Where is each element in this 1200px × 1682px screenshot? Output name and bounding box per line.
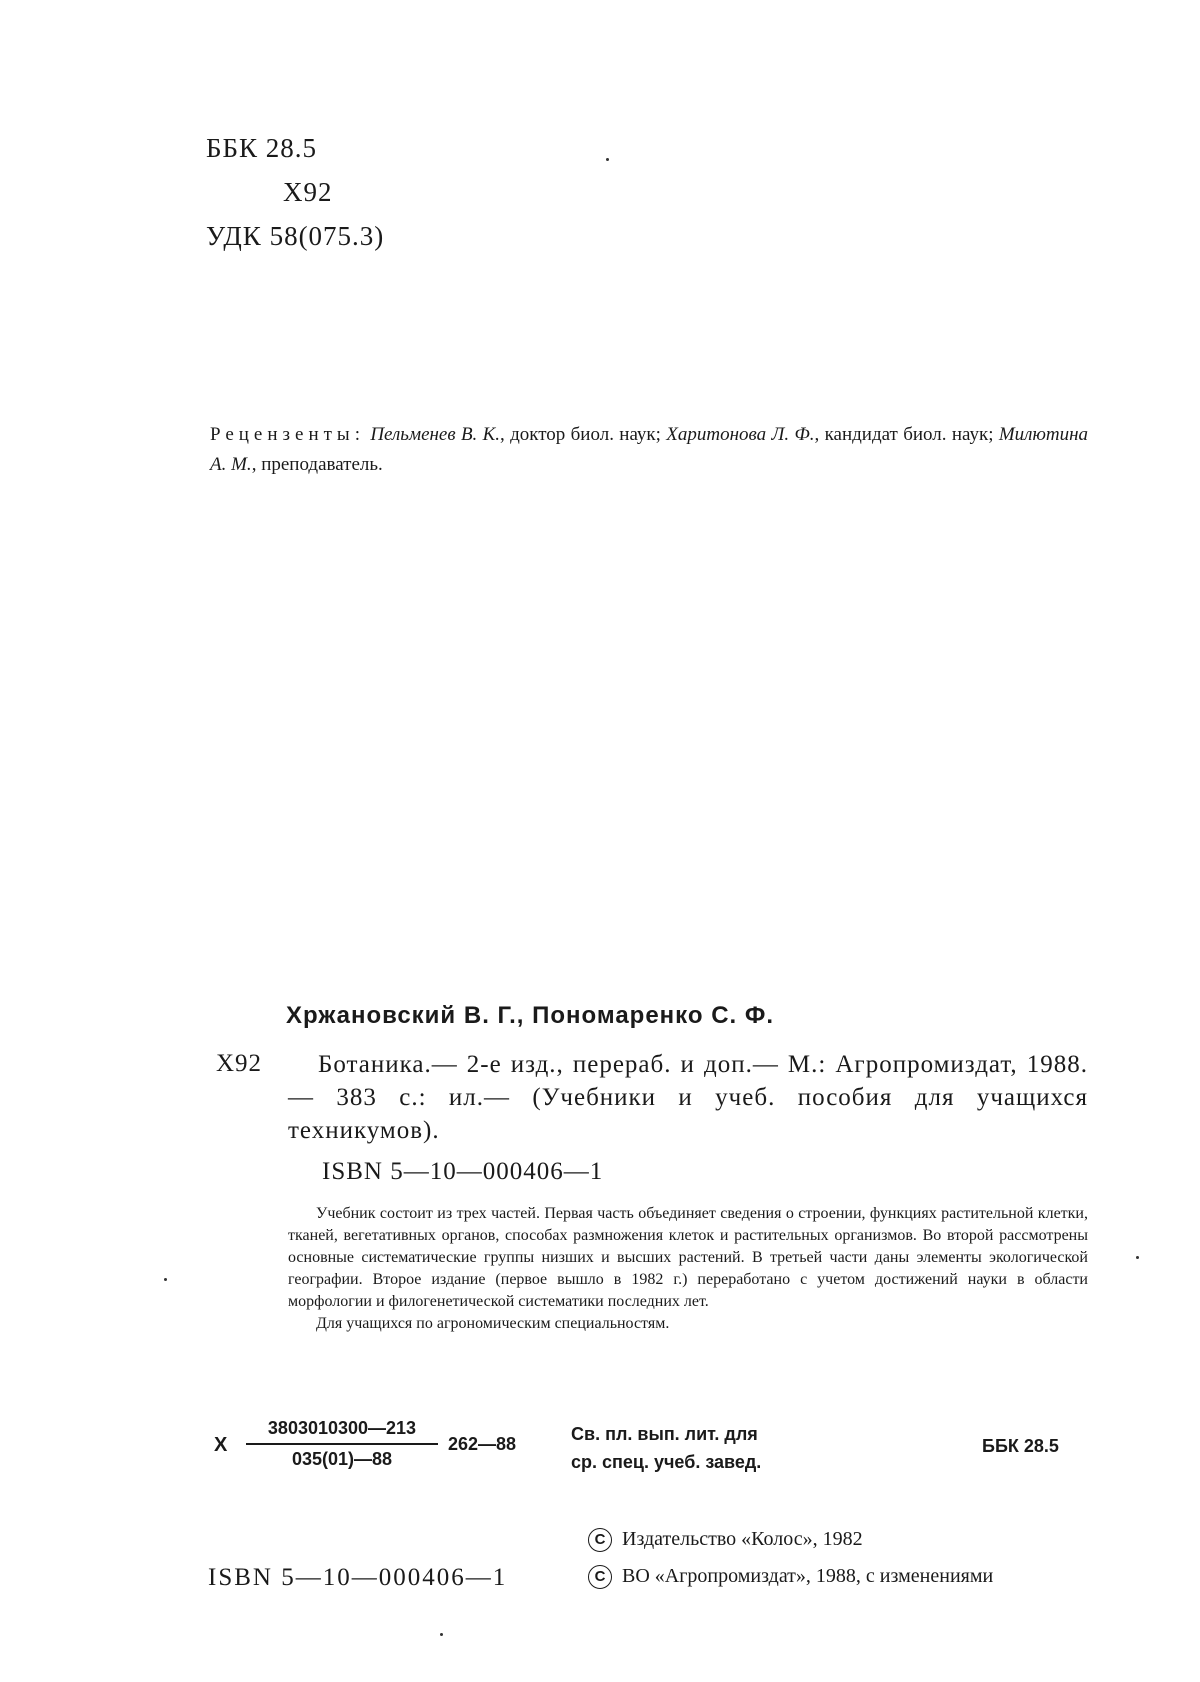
annotation-block (288, 1203, 1088, 1335)
scan-speck (440, 1633, 443, 1636)
copyright-text: Издательство «Колос», 1982 (622, 1528, 863, 1550)
description-text: Ботаника.— 2-е изд., перераб. и доп.— М.: Агропромиздат, 1988.— 383 с.: ил.— (Учебники и учеб. пособия для учащихся техникумов). (288, 1051, 1088, 1144)
copyright-icon: C (588, 1565, 612, 1589)
udk-code: УДК 58(075.3) (206, 221, 385, 251)
copyright-text: ВО «Агропромиздат», 1988, с изменениями (622, 1565, 994, 1587)
author-mark: Х92 (283, 177, 333, 207)
reviewer-title: , кандидат биол. наук; (814, 424, 999, 445)
scan-speck (1136, 1256, 1139, 1259)
fraction-denominator: 035(01)—88 (291, 1449, 393, 1469)
catalogue-code: Х92 (216, 1050, 263, 1077)
catalogue-description (288, 1048, 1088, 1147)
annotation-audience: Для учащихся по агрономическим специальностям. (316, 1315, 670, 1332)
publishing-plan (571, 1420, 761, 1476)
fraction-numerator: 3803010300—213 (246, 1418, 438, 1445)
isbn-entry: ISBN 5—10—000406—1 (322, 1158, 604, 1185)
reviewers-label: Рецензенты: (210, 424, 365, 445)
reviewer-title: , доктор биол. наук; (500, 424, 667, 445)
copyright-icon: C (588, 1528, 612, 1552)
copyright-line (588, 1565, 993, 1589)
reviewer-name: Харитонова Л. Ф. (666, 424, 815, 445)
isbn-footer: ISBN 5—10—000406—1 (208, 1564, 508, 1591)
bbk-code-bottom: ББК 28.5 (982, 1436, 1059, 1456)
copyright-line (588, 1528, 863, 1552)
reviewers-block (210, 420, 1088, 480)
index-code: 262—88 (448, 1434, 517, 1454)
scan-speck (606, 158, 609, 161)
scan-speck (164, 1278, 167, 1281)
index-letter: Х (214, 1434, 228, 1456)
authors-heading: Хржановский В. Г., Пономаренко С. Ф. (286, 1002, 775, 1029)
reviewer-name: Милютина А. М. (210, 424, 1088, 475)
annotation-text: Учебник состоит из трех частей. Первая часть объединяет сведения о строении, функциях растительной клетки, тканей, вегетативных органов, способах размножения клеток и растительных организмов. Во второй рассмотрены основные систематические группы низших и высших растений. В третьей части даны элементы экологической географии. Второе издание (первое вышло в 1982 г.) переработано с учетом достижений науки в области морфологии и филогенетической систематики последних лет. (288, 1205, 1088, 1310)
index-fraction (246, 1418, 438, 1470)
plan-line: Св. пл. вып. лит. для (571, 1424, 758, 1444)
plan-line: ср. спец. учеб. завед. (571, 1452, 762, 1472)
bbk-code: ББК 28.5 (206, 133, 318, 163)
reviewer-name: Пельменев В. К. (370, 424, 501, 445)
reviewer-title: , преподаватель. (251, 454, 383, 475)
